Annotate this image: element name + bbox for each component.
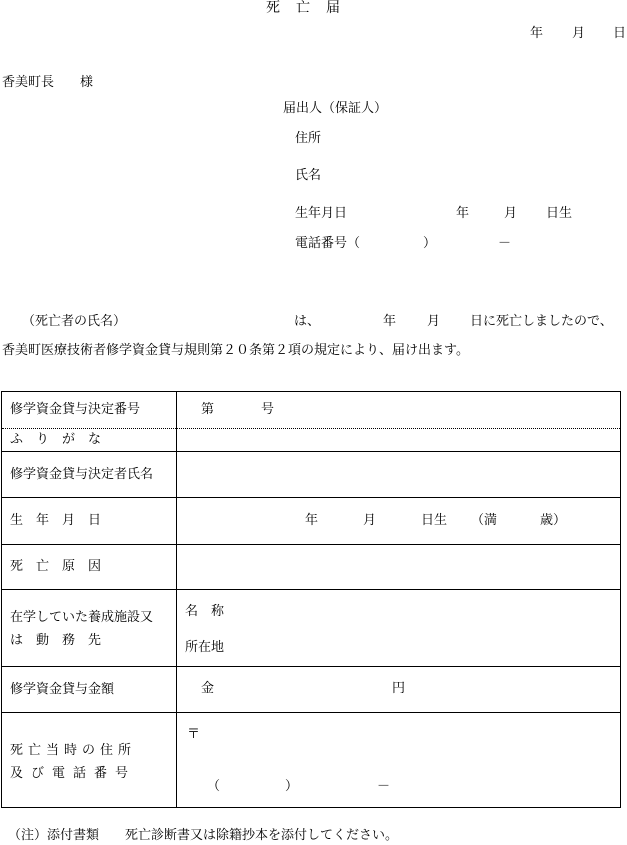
field-recipient-name[interactable] xyxy=(177,452,621,498)
loan-amount-unit: 円 xyxy=(392,681,406,696)
label-institution-line1: 在学していた養成施設又 xyxy=(10,610,154,625)
applicant-phone-dash: － xyxy=(498,236,512,251)
institution-location-label: 所在地 xyxy=(185,640,225,655)
field-furigana[interactable] xyxy=(177,429,621,452)
label-loan-amount: 修学資金貸与金額 xyxy=(2,667,177,713)
document-title: 死 亡 届 xyxy=(266,0,341,16)
row-loan-amount xyxy=(2,667,621,713)
row-birthdate xyxy=(2,498,621,545)
statement-line2: 香美町医療技術者修学資金貸与規則第２０条第２項の規定により、届け出ます。 xyxy=(2,343,469,358)
field-institution[interactable] xyxy=(177,590,621,667)
phone-open: （ xyxy=(207,779,221,794)
statement-month: 月 xyxy=(427,314,441,329)
applicant-phone-label: 電話番号（ xyxy=(295,236,361,251)
row-address-at-death xyxy=(2,713,621,808)
attachment-note: （注）添付書類 死亡診断書又は除籍抄本を添付してください。 xyxy=(8,828,399,843)
label-cause-of-death: 死 亡 原 因 xyxy=(2,545,177,590)
label-recipient-name: 修学資金貸与決定者氏名 xyxy=(2,452,177,498)
statement-day-text: 日に死亡しましたので、 xyxy=(470,314,613,329)
loan-amount-prefix: 金 xyxy=(201,681,215,696)
applicant-birth-day: 日生 xyxy=(546,206,573,221)
addressee: 香美町長 様 xyxy=(2,75,94,90)
row-cause-of-death xyxy=(2,545,621,590)
field-loan-amount[interactable] xyxy=(177,667,621,713)
applicant-birth-year: 年 xyxy=(456,206,470,221)
registration-table xyxy=(1,391,621,808)
row-loan-number xyxy=(2,392,621,429)
statement-year: 年 xyxy=(383,314,397,329)
applicant-birth-label: 生年月日 xyxy=(295,206,348,221)
field-birthdate[interactable] xyxy=(177,498,621,545)
label-loan-number: 修学資金貸与決定番号 xyxy=(2,392,177,429)
birthdate-day: 日生 xyxy=(421,513,448,528)
institution-name-label: 名 称 xyxy=(185,604,225,619)
date-year-label: 年 xyxy=(530,26,544,41)
applicant-address-label: 住所 xyxy=(295,131,322,146)
applicant-heading: 届出人（保証人） xyxy=(283,101,388,116)
phone-dash: － xyxy=(377,779,391,794)
field-cause-of-death[interactable] xyxy=(177,545,621,590)
label-address-line1: 死亡当時の住所 xyxy=(10,743,137,758)
label-address-line2: 及び電話番号 xyxy=(10,766,137,781)
label-furigana: ふ り が な xyxy=(2,429,177,452)
field-loan-number[interactable] xyxy=(177,392,621,429)
field-address-at-death[interactable] xyxy=(177,713,621,808)
date-day-label: 日 xyxy=(613,26,627,41)
applicant-phone-close: ） xyxy=(423,236,437,251)
label-address-at-death xyxy=(2,713,177,808)
row-institution xyxy=(2,590,621,667)
row-recipient-name xyxy=(2,452,621,498)
statement-ha: は、 xyxy=(294,314,321,329)
age-close: 歳） xyxy=(540,513,567,528)
applicant-name-label: 氏名 xyxy=(295,168,322,183)
birthdate-year: 年 xyxy=(305,513,319,528)
loan-number-suffix: 号 xyxy=(261,402,275,417)
deceased-name-label: （死亡者の氏名） xyxy=(22,314,127,329)
postal-mark: 〒 xyxy=(187,727,201,742)
birthdate-month: 月 xyxy=(363,513,377,528)
label-institution-line2: は 動 務 先 xyxy=(10,633,102,648)
phone-close: ） xyxy=(285,779,299,794)
label-birthdate: 生 年 月 日 xyxy=(2,498,177,545)
row-furigana xyxy=(2,429,621,452)
date-month-label: 月 xyxy=(572,26,586,41)
applicant-birth-month: 月 xyxy=(504,206,518,221)
age-open: （満 xyxy=(471,513,498,528)
label-institution xyxy=(2,590,177,667)
loan-number-prefix: 第 xyxy=(201,402,215,417)
